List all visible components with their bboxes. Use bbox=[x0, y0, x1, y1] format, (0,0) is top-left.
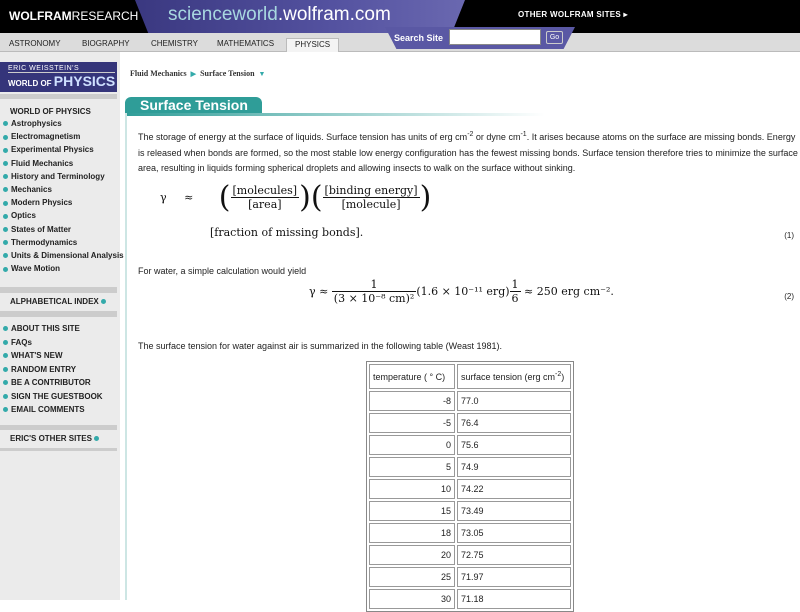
breadcrumb bbox=[130, 69, 269, 78]
h2-c: ) bbox=[561, 372, 565, 382]
p1-e: . It arises because atoms on the surface are missing bonds. Energy is released when bonds are formed, so the most stable low energy configuration has the fewest missing bonds. Surface tension therefore tries to minimize the surface area, resulting in liquids forming spherical droplets and allowing insects to walk on the surface without sinking. bbox=[138, 132, 798, 173]
p1-c: or dyne cm bbox=[473, 132, 521, 142]
arrow-icon bbox=[94, 436, 99, 441]
table-row bbox=[369, 567, 571, 587]
sidebar-item-label: Experimental Physics bbox=[11, 145, 94, 155]
h2-sup: -2 bbox=[555, 371, 562, 378]
sidebar-item-label: Wave Motion bbox=[11, 264, 61, 274]
sidebar-link[interactable] bbox=[3, 351, 63, 360]
chevron-down-icon[interactable]: ▼ bbox=[258, 70, 266, 78]
search-input[interactable] bbox=[449, 29, 541, 45]
bullet-icon bbox=[3, 353, 8, 358]
brand-bold: WOLFRAM bbox=[9, 9, 72, 23]
logo-world-of: WORLD OF bbox=[8, 79, 52, 88]
sidebar-item-label: Thermodynamics bbox=[11, 237, 78, 247]
sidebar-item[interactable] bbox=[3, 251, 124, 260]
bullet-icon bbox=[3, 394, 8, 399]
sidebar-link[interactable] bbox=[3, 365, 76, 374]
intro-paragraph bbox=[138, 127, 798, 177]
page-title: Surface Tension bbox=[125, 97, 262, 114]
sidebar-link-label: ABOUT THIS SITE bbox=[11, 324, 80, 333]
title-underline bbox=[125, 113, 545, 116]
bullet-icon bbox=[3, 227, 8, 232]
table-row bbox=[369, 523, 571, 543]
logo-physics: PHYSICS bbox=[53, 73, 116, 89]
tension-cell: 73.05 bbox=[457, 523, 571, 543]
sidebar-link[interactable] bbox=[3, 378, 91, 387]
fraction bbox=[332, 278, 417, 305]
eq2-num: 1 bbox=[332, 278, 417, 292]
bullet-icon bbox=[3, 253, 8, 258]
divider bbox=[0, 425, 117, 430]
sidebar-link[interactable] bbox=[3, 324, 80, 333]
tab-biography[interactable]: BIOGRAPHY bbox=[82, 39, 130, 48]
table-row bbox=[369, 501, 571, 521]
paren: )( bbox=[299, 180, 323, 215]
eq1-num1: [molecules] bbox=[232, 184, 298, 197]
sidebar-link[interactable] bbox=[3, 392, 103, 401]
sidebar-item-label: Fluid Mechanics bbox=[11, 158, 74, 168]
site-title-a: scienceworld bbox=[168, 4, 278, 25]
tension-cell: 76.4 bbox=[457, 413, 571, 433]
eq1-approx: ≈ bbox=[184, 191, 194, 204]
search-label: Search Site bbox=[394, 33, 444, 43]
eq2-mid: (1.6 × 10⁻¹¹ erg) bbox=[416, 285, 510, 298]
bullet-icon bbox=[3, 267, 8, 272]
other-sites-label: ERIC'S OTHER SITES bbox=[10, 434, 92, 443]
logo-line-1: ERIC WEISSTEIN'S bbox=[8, 65, 80, 72]
eq1-number: (1) bbox=[784, 231, 794, 240]
fraction bbox=[323, 184, 420, 211]
table-row bbox=[369, 391, 571, 411]
paragraph-3: The surface tension for water against air is summarized in the following table (Weast 1981). bbox=[138, 341, 503, 351]
equation-2 bbox=[309, 278, 614, 305]
breadcrumb-fluid-mechanics[interactable]: Fluid Mechanics bbox=[130, 69, 187, 78]
equation-1 bbox=[160, 180, 431, 215]
table-row bbox=[369, 413, 571, 433]
sidebar-item[interactable] bbox=[3, 172, 105, 181]
sidebar-item-label: Optics bbox=[11, 211, 36, 221]
eq1-gamma: γ bbox=[160, 191, 167, 204]
wolfram-research-logo[interactable] bbox=[0, 0, 138, 33]
header-surface-tension bbox=[457, 364, 571, 389]
bullet-icon bbox=[3, 340, 8, 345]
p1-sup2: -1 bbox=[520, 131, 527, 138]
table-row bbox=[369, 435, 571, 455]
sidebar-item[interactable] bbox=[3, 211, 36, 220]
section-heading: WORLD OF PHYSICS bbox=[10, 107, 91, 116]
divider bbox=[0, 448, 117, 451]
sidebar-item-label: Astrophysics bbox=[11, 119, 62, 128]
other-wolfram-sites-link[interactable]: OTHER WOLFRAM SITES ▸ bbox=[518, 10, 628, 19]
table-header-row bbox=[369, 364, 571, 389]
sidebar-link-label: SIGN THE GUESTBOOK bbox=[11, 391, 103, 401]
tension-cell: 75.6 bbox=[457, 435, 571, 455]
bullet-icon bbox=[3, 174, 8, 179]
tab-physics[interactable]: PHYSICS bbox=[286, 38, 339, 52]
header-temperature: temperature ( ° C) bbox=[369, 364, 455, 389]
divider bbox=[0, 94, 117, 99]
sidebar-link-label: EMAIL COMMENTS bbox=[11, 405, 85, 414]
sidebar-item[interactable] bbox=[3, 264, 60, 273]
temperature-cell: 20 bbox=[369, 545, 455, 565]
paren: ) bbox=[419, 180, 432, 215]
site-title-b: .wolfram.com bbox=[277, 4, 391, 25]
tension-cell: 72.75 bbox=[457, 545, 571, 565]
table-row bbox=[369, 479, 571, 499]
bullet-icon bbox=[3, 187, 8, 192]
sidebar-link-label: RANDOM ENTRY bbox=[11, 364, 77, 374]
alphabetical-index-link[interactable] bbox=[10, 297, 109, 306]
eq2-num2: 1 bbox=[511, 278, 519, 291]
paragraph-2: For water, a simple calculation would yield bbox=[138, 266, 307, 276]
sidebar-link-label: BE A CONTRIBUTOR bbox=[11, 378, 91, 387]
bullet-icon bbox=[3, 407, 8, 412]
eq2-rhs: ≈ 250 erg cm⁻². bbox=[524, 285, 614, 298]
tension-cell: 73.49 bbox=[457, 501, 571, 521]
temperature-cell: 0 bbox=[369, 435, 455, 455]
table-row bbox=[369, 457, 571, 477]
bullet-icon bbox=[3, 367, 8, 372]
tension-cell: 71.97 bbox=[457, 567, 571, 587]
sidebar-item[interactable] bbox=[3, 119, 62, 128]
sidebar-item-label: States of Matter bbox=[11, 224, 72, 234]
sidebar-link[interactable] bbox=[3, 338, 32, 347]
temperature-cell: 10 bbox=[369, 479, 455, 499]
sidebar-item[interactable] bbox=[3, 185, 52, 194]
temperature-cell: 30 bbox=[369, 589, 455, 609]
bullet-icon bbox=[3, 121, 8, 126]
divider bbox=[0, 311, 117, 317]
breadcrumb-surface-tension[interactable]: Surface Tension bbox=[200, 69, 255, 78]
site-title[interactable] bbox=[168, 4, 391, 26]
temperature-cell: -5 bbox=[369, 413, 455, 433]
sidebar-link[interactable] bbox=[3, 405, 85, 414]
arrow-icon bbox=[101, 299, 106, 304]
bullet-icon bbox=[3, 380, 8, 385]
sidebar-item[interactable] bbox=[3, 225, 71, 234]
paren: ( bbox=[218, 180, 231, 215]
tension-cell: 77.0 bbox=[457, 391, 571, 411]
temperature-cell: 5 bbox=[369, 457, 455, 477]
chevron-right-icon: ▶ bbox=[190, 70, 197, 78]
world-of-physics-logo[interactable] bbox=[0, 62, 117, 92]
tab-chemistry[interactable]: CHEMISTRY bbox=[151, 39, 198, 48]
sidebar-item[interactable] bbox=[3, 145, 94, 154]
eq1-den2: [molecule] bbox=[341, 198, 401, 211]
fraction bbox=[510, 278, 521, 305]
eq1-line2: [fraction of missing bonds]. bbox=[210, 226, 364, 239]
tension-cell: 74.22 bbox=[457, 479, 571, 499]
p1-a: The storage of energy at the surface of liquids. Surface tension has units of erg cm bbox=[138, 132, 468, 142]
tension-cell: 74.9 bbox=[457, 457, 571, 477]
sidebar-item-label: Mechanics bbox=[11, 185, 52, 194]
sidebar-item-label: History and Terminology bbox=[11, 171, 105, 181]
table-row bbox=[369, 545, 571, 565]
sidebar-item-label: Electromagnetism bbox=[11, 132, 81, 142]
bullet-icon bbox=[3, 148, 8, 153]
bullet-icon bbox=[3, 240, 8, 245]
go-button[interactable]: Go bbox=[546, 31, 563, 44]
table-row bbox=[369, 589, 571, 609]
eq2-den: (3 × 10⁻⁸ cm)² bbox=[333, 292, 415, 305]
tab-mathematics[interactable]: MATHEMATICS bbox=[217, 39, 275, 48]
fraction bbox=[231, 184, 300, 211]
bullet-icon bbox=[3, 214, 8, 219]
bullet-icon bbox=[3, 161, 8, 166]
tension-cell: 71.18 bbox=[457, 589, 571, 609]
temperature-cell: 25 bbox=[369, 567, 455, 587]
surface-tension-table bbox=[366, 361, 574, 612]
sidebar-item[interactable] bbox=[3, 238, 77, 247]
divider bbox=[0, 287, 117, 293]
logo-line-2 bbox=[8, 72, 115, 89]
temperature-cell: -8 bbox=[369, 391, 455, 411]
erics-other-sites-link[interactable] bbox=[10, 434, 102, 443]
temperature-cell: 18 bbox=[369, 523, 455, 543]
brand-light: RESEARCH bbox=[71, 9, 139, 23]
sidebar-item-label: Modern Physics bbox=[11, 198, 73, 208]
tab-astronomy[interactable]: ASTRONOMY bbox=[9, 39, 61, 48]
eq1-den1: [area] bbox=[248, 198, 282, 211]
sidebar-link-label: WHAT'S NEW bbox=[11, 351, 63, 360]
bullet-icon bbox=[3, 201, 8, 206]
eq2-number: (2) bbox=[784, 292, 794, 301]
alphabetical-index-label: ALPHABETICAL INDEX bbox=[10, 297, 99, 306]
sidebar-item[interactable] bbox=[3, 198, 72, 207]
eq1-num2: [binding energy] bbox=[324, 184, 418, 197]
sidebar-item-label: Units & Dimensional Analysis bbox=[11, 251, 124, 260]
sidebar-item[interactable] bbox=[3, 132, 80, 141]
sidebar-link-label: FAQs bbox=[11, 337, 32, 347]
bullet-icon bbox=[3, 326, 8, 331]
content-border bbox=[125, 113, 127, 600]
sidebar bbox=[0, 52, 124, 600]
eq2-den2: 6 bbox=[511, 292, 519, 305]
p1-sup1: -2 bbox=[467, 131, 474, 138]
bullet-icon bbox=[3, 135, 8, 140]
h2-a: surface tension (erg cm bbox=[461, 372, 556, 382]
temperature-cell: 15 bbox=[369, 501, 455, 521]
sidebar-item[interactable] bbox=[3, 159, 73, 168]
eq2-lhs: γ ≈ bbox=[309, 285, 329, 298]
